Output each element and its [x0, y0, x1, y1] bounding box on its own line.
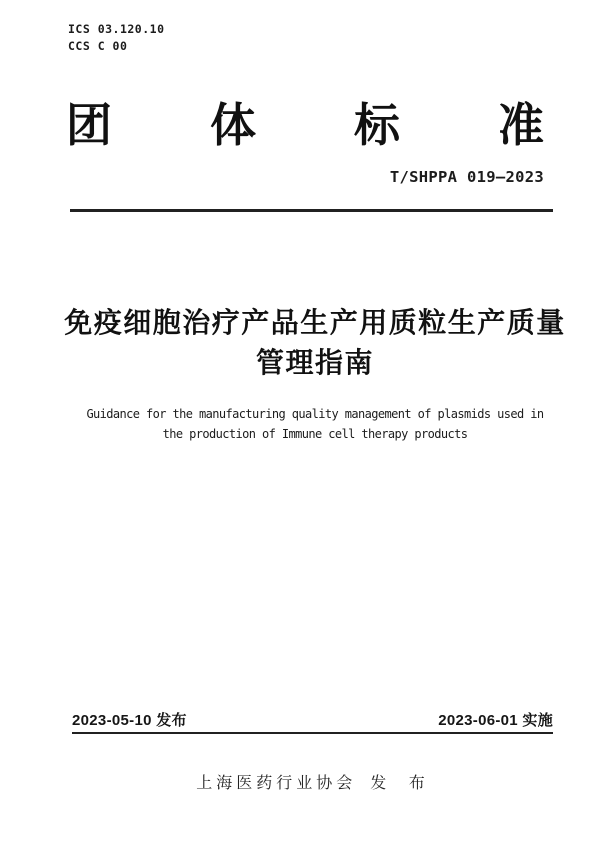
document-title-en — [30, 404, 600, 444]
document-title-en-line2: the production of Immune cell therapy products — [162, 427, 468, 441]
publisher-line — [30, 770, 600, 793]
doc-type-char: 体 — [210, 99, 256, 151]
doc-type-char: 团 — [66, 99, 112, 151]
document-title-zh-line1: 免疫细胞治疗产品生产用质粒生产质量 — [64, 307, 566, 338]
document-title-en-line1: Guidance for the manufacturing quality management of plasmids used in — [86, 407, 544, 421]
classification-codes — [68, 21, 165, 55]
publish-date: 2023-05-10 发布 — [72, 712, 187, 729]
header-divider-rule — [70, 209, 553, 212]
doc-type-char: 准 — [498, 99, 544, 151]
dates-row — [72, 709, 553, 730]
ics-code: ICS 03.120.10 — [68, 22, 165, 36]
publisher-action: 发 布 — [370, 775, 434, 792]
publisher-name: 上海医药行业协会 — [196, 775, 357, 792]
footer-divider-rule — [72, 732, 553, 734]
doc-type-char: 标 — [354, 99, 400, 151]
ccs-code: CCS C 00 — [68, 39, 128, 53]
document-title-zh-line2: 管理指南 — [255, 347, 374, 378]
standard-number: T/SHPPA 019—2023 — [389, 168, 544, 186]
doc-type-heading — [66, 101, 544, 149]
document-title-zh — [30, 303, 600, 383]
implement-date: 2023-06-01 实施 — [438, 712, 553, 729]
